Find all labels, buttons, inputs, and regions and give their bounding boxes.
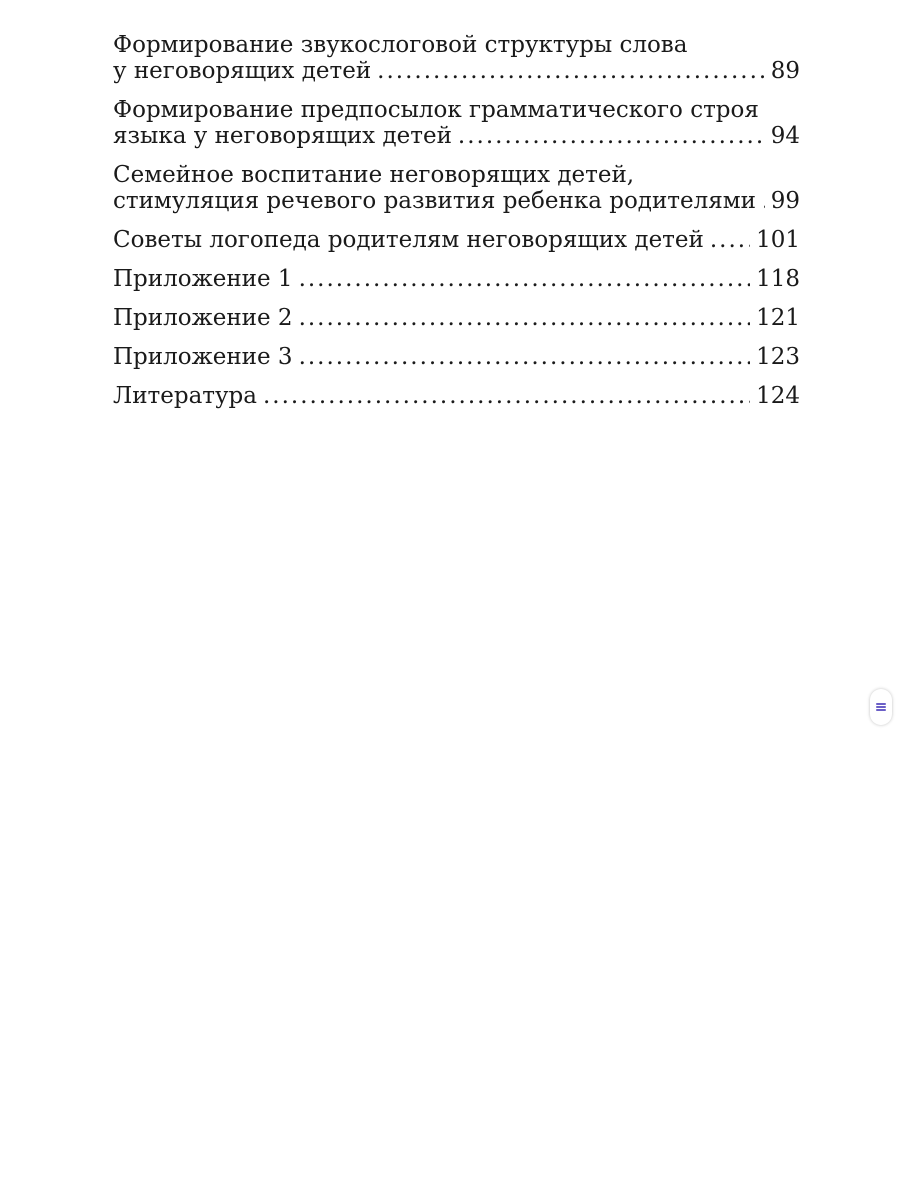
toc-entry-title: языка у неговорящих детей xyxy=(113,123,452,149)
toc-entry[interactable] xyxy=(113,305,800,331)
toc-page-number: 101 xyxy=(756,227,800,253)
toc-entry[interactable] xyxy=(113,344,800,370)
toc-entry-title: Приложение 1 xyxy=(113,266,293,292)
toc-entry-title: Советы логопеда родителям неговорящих детей xyxy=(113,227,704,253)
dot-leader xyxy=(263,383,750,409)
dot-leader xyxy=(458,123,765,149)
menu-lines-icon xyxy=(876,703,886,711)
toc-page-number: 94 xyxy=(770,123,800,149)
dot-leader xyxy=(762,188,765,214)
toc-entry[interactable] xyxy=(113,383,800,409)
toc-entry[interactable] xyxy=(113,97,800,149)
toc-entry-line: Семейное воспитание неговорящих детей, xyxy=(113,162,635,188)
toc-page-number: 118 xyxy=(756,266,800,292)
dot-leader xyxy=(299,305,751,331)
toc-page-number: 121 xyxy=(756,305,800,331)
toc-entry[interactable] xyxy=(113,162,800,214)
toc-entry[interactable] xyxy=(113,227,800,253)
table-of-contents xyxy=(113,32,800,422)
toc-page-number: 89 xyxy=(770,58,800,84)
dot-leader xyxy=(299,266,751,292)
toc-page-number: 123 xyxy=(756,344,800,370)
scroll-handle[interactable] xyxy=(870,689,892,725)
toc-entry-line: Формирование звукослоговой структуры слова xyxy=(113,32,688,58)
toc-entry[interactable] xyxy=(113,266,800,292)
toc-entry-title: Приложение 2 xyxy=(113,305,293,331)
toc-entry-title: Приложение 3 xyxy=(113,344,293,370)
toc-entry-title: Литература xyxy=(113,383,257,409)
toc-entry-title: стимуляция речевого развития ребенка родителями xyxy=(113,188,756,214)
toc-page-number: 99 xyxy=(770,188,800,214)
dot-leader xyxy=(299,344,751,370)
toc-entry-title: у неговорящих детей xyxy=(113,58,372,84)
dot-leader xyxy=(377,58,765,84)
toc-entry[interactable] xyxy=(113,32,800,84)
dot-leader xyxy=(710,227,750,253)
toc-entry-line: Формирование предпосылок грамматического строя xyxy=(113,97,759,123)
toc-page-number: 124 xyxy=(756,383,800,409)
